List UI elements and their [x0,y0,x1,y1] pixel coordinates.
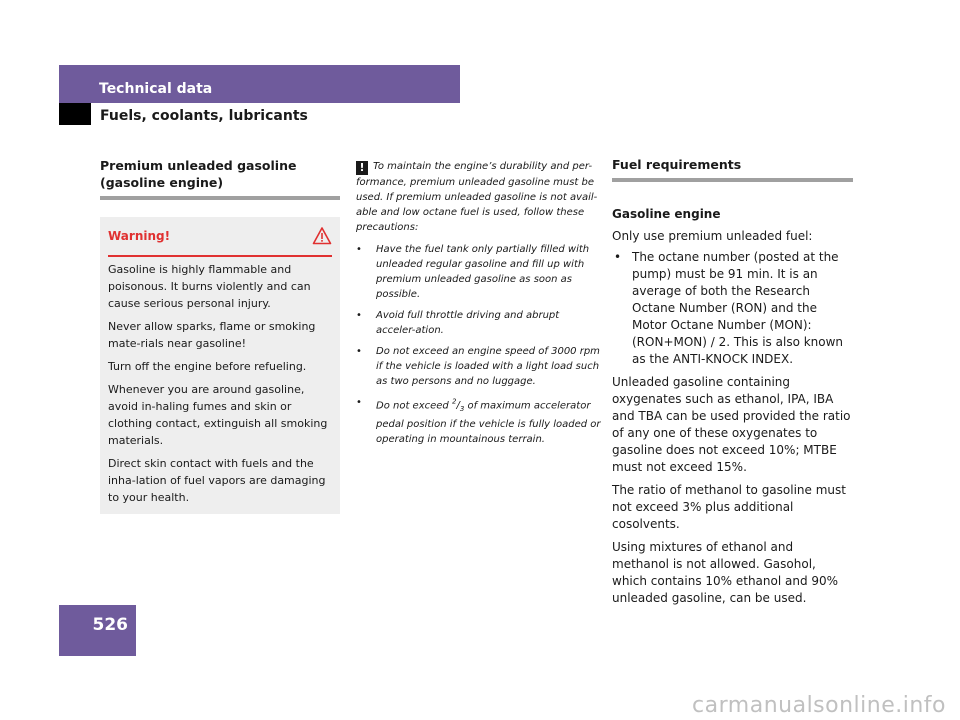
warning-header [108,217,332,257]
fraction-denominator: 3 [459,405,465,414]
warning-paragraph: Gasoline is highly flammable and poisonous. It burns violently and can cause serious personal injury. [108,263,311,310]
warning-paragraph: Direct skin contact with fuels and the inha-lation of fuel vapors are damaging to your health. [108,457,326,504]
fuel-lead-text: Only use premium unleaded fuel: [612,229,813,243]
premium-gasoline-column [100,157,340,514]
precautions-note-column [356,159,601,447]
page-number-box [59,605,136,656]
precaution-item: • Do not exceed an engine speed of 3000 rpm if the vehicle is loaded with a light load such as two persons and no luggage. [356,344,601,389]
warning-box [100,217,340,514]
warning-paragraph: Turn off the engine before refueling. [108,360,307,373]
precaution-item: • Have the fuel tank only partially filled with unleaded regular gasoline and fill up with premium unleaded gasoline as soon as possible. [356,242,601,302]
gasoline-engine-subheading: Gasoline engine [612,207,721,221]
premium-gasoline-heading [100,157,340,200]
methanol-paragraph: The ratio of methanol to gasoline must not exceed 3% plus additional cosolvents. [612,483,846,531]
warning-title: Warning! [108,229,171,243]
precautions-list [356,242,601,447]
note-intro-text: To maintain the engine’s durability and per-formance, premium unleaded gasoline must be used. If premium unleaded gasoline is not avail-able and low octane fuel is used, follow these precautions: [356,161,598,233]
fraction-slash: / [456,400,460,412]
header-tab-marker [59,103,91,125]
fuel-requirements-heading: Fuel requirements [612,157,853,182]
warning-paragraph: Never allow sparks, flame or smoking mate-rials near gasoline! [108,320,316,350]
fraction-suffix: of maximum accelerator pedal position if the vehicle is fully loaded or operating in mountainous terrain. [376,400,601,446]
note-intro-paragraph [356,159,601,235]
precaution-item-fraction [356,395,601,447]
exclamation-icon: ! [356,161,368,175]
two-thirds-fraction [451,398,465,414]
octane-requirements-list [612,249,853,368]
warning-triangle-icon [312,226,332,246]
fraction-prefix: Do not exceed [376,400,449,412]
page-number: 526 [92,615,128,635]
gasohol-paragraph: Using mixtures of ethanol and methanol is not allowed. Gasohol, which contains 10% ethanol and 90% unleaded gasoline, can be used. [612,540,839,605]
premium-gasoline-heading-line2: (gasoline engine) [100,175,224,190]
oxygenates-paragraph: Unleaded gasoline containing oxygenates such as ethanol, IPA, IBA and TBA can be used provided the ratio of any one of these oxygenates to gasoline does not exceed 10%; MTBE must not exceed 15%. [612,375,851,474]
premium-gasoline-heading-line1: Premium unleaded gasoline [100,158,297,173]
precaution-item: • Avoid full throttle driving and abrupt acceler-ation. [356,308,601,338]
watermark: carmanualsonline.info [692,693,946,718]
warning-paragraph: Whenever you are around gasoline, avoid in-haling fumes and skin or clothing contact, extinguish all smoking materials. [108,383,328,447]
fraction-numerator: 2 [451,398,457,406]
fuel-requirements-column [612,157,853,607]
header-bar [59,65,460,103]
section-title: Technical data [99,81,213,97]
octane-requirement-item: • The octane number (posted at the pump) must be 91 min. It is an average of both the Research Octane Number (RON) and the Motor Octane Number (MON): (RON+MON) / 2. This is also known as the ANTI-KNOCK INDEX. [612,249,853,368]
section-subtitle: Fuels, coolants, lubricants [100,108,308,124]
